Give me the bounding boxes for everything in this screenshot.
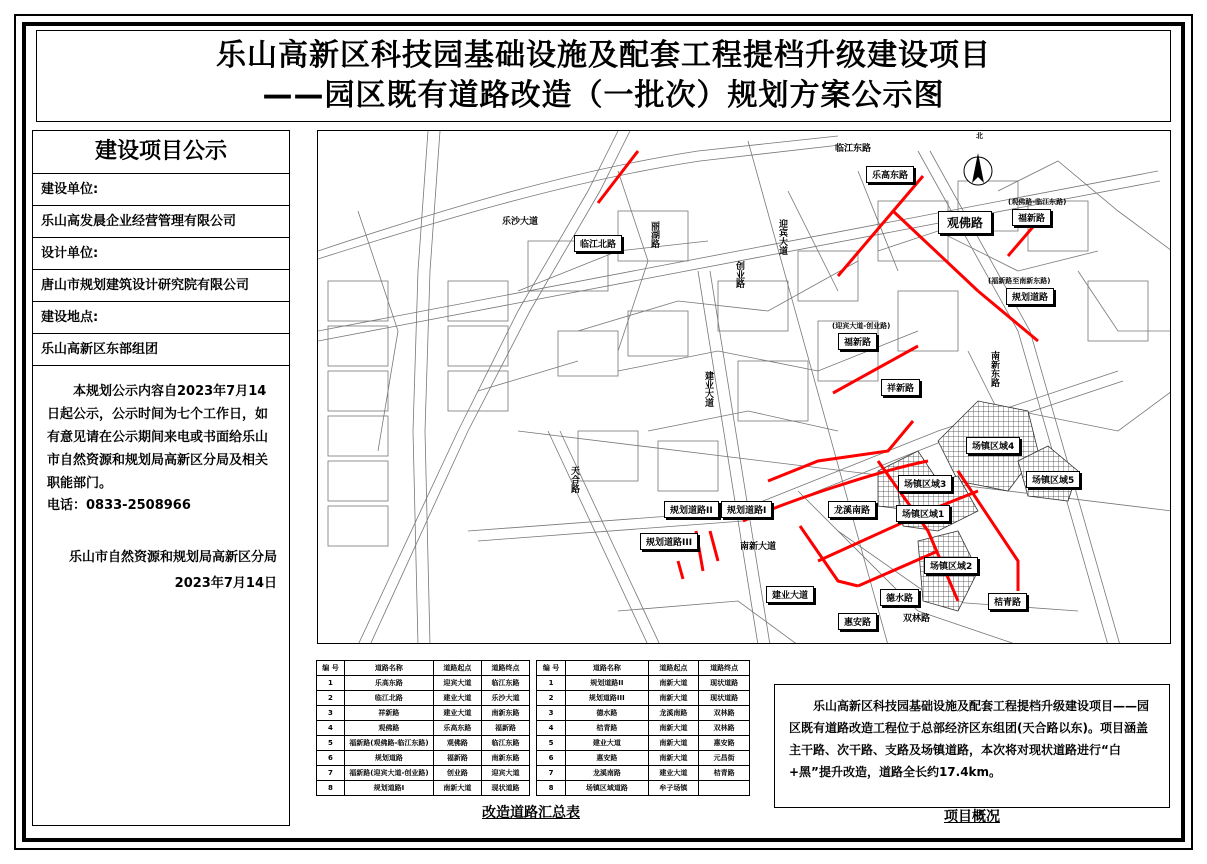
table-row xyxy=(537,781,750,796)
notice-org: 乐山市自然资源和规划局高新区分局 xyxy=(68,550,277,565)
site-value: 乐山高新区东部组团 xyxy=(33,334,289,366)
road-jxdd: 建业大道 xyxy=(703,371,713,407)
label-lgdl: 乐高东路 xyxy=(866,166,914,183)
table-cell: 临江北路 xyxy=(344,691,433,706)
designer-label: 设计单位: xyxy=(33,238,289,270)
table-cell: 5 xyxy=(317,736,345,751)
label-ljbl: 临江北路 xyxy=(574,235,622,252)
label-ghdl3: 规划道路III xyxy=(640,533,698,550)
table-row xyxy=(317,706,530,721)
table-cell: 建业大道 xyxy=(648,766,699,781)
road-slj: 双林路 xyxy=(903,614,931,624)
table-row xyxy=(537,766,750,781)
map-drawing xyxy=(318,131,1171,644)
table-cell: 建业大道 xyxy=(433,706,481,721)
table-cell: 桔青路 xyxy=(566,721,648,736)
table-row xyxy=(537,676,750,691)
table-row xyxy=(317,766,530,781)
table-cell: 迎宾大道 xyxy=(481,766,529,781)
road-table-right xyxy=(536,660,750,796)
label-haol: 惠安路 xyxy=(838,613,877,630)
table-cell: 乐高东路 xyxy=(433,721,481,736)
table-cell: 3 xyxy=(317,706,345,721)
col-name: 道路名称 xyxy=(344,661,433,676)
table-cell: 福新路(观佛路-临江东路) xyxy=(344,736,433,751)
table-cell: 1 xyxy=(537,676,566,691)
road-thl: 天合路 xyxy=(569,466,579,493)
road-ljdl: 临江东路 xyxy=(835,144,872,154)
note-ghdl: (福新路至南新东路) xyxy=(988,277,1051,285)
label-czq4: 场镇区域4 xyxy=(966,437,1020,454)
plan-map xyxy=(317,130,1171,644)
col-no: 编 号 xyxy=(317,661,345,676)
col-name: 道路名称 xyxy=(566,661,648,676)
base-road-network xyxy=(318,131,1171,644)
table-cell: 2 xyxy=(317,691,345,706)
table-cell: 现状道路 xyxy=(699,691,750,706)
road-lsdd: 乐沙大道 xyxy=(502,217,539,227)
table-cell: 南新大道 xyxy=(648,736,699,751)
road-table-left xyxy=(316,660,530,796)
builder-label: 建设单位: xyxy=(33,174,289,206)
table-cell: 福新路(迎宾大道-创业路) xyxy=(344,766,433,781)
road-nxdl: 南新东路 xyxy=(989,351,999,387)
col-end: 道路终点 xyxy=(699,661,750,676)
label-ghdl2: 规划道路II xyxy=(664,501,719,518)
table-cell: 规划道路III xyxy=(566,691,648,706)
label-czq1: 场镇区域1 xyxy=(896,505,950,522)
table-cell: 7 xyxy=(537,766,566,781)
table-cell: 现状道路 xyxy=(699,676,750,691)
table-cell: 2 xyxy=(537,691,566,706)
table-cell: 双林路 xyxy=(699,721,750,736)
table-row xyxy=(537,751,750,766)
label-lxnl: 龙溪南路 xyxy=(828,501,876,518)
label-ghdl1: 规划道路I xyxy=(721,501,772,518)
table-row xyxy=(537,706,750,721)
table-cell: 南新大道 xyxy=(648,676,699,691)
road-lmdl: 丽湖路 xyxy=(649,221,659,248)
table-cell: 8 xyxy=(537,781,566,796)
table-row xyxy=(537,736,750,751)
table-cell: 南新东路 xyxy=(481,706,529,721)
notice-heading: 建设项目公示 xyxy=(33,131,289,174)
table-cell: 南新大道 xyxy=(648,751,699,766)
label-ghdl: 规划道路 xyxy=(1006,288,1054,305)
table-cell: 南新大道 xyxy=(648,691,699,706)
table-cell: 4 xyxy=(537,721,566,736)
label-czq3: 场镇区域3 xyxy=(898,475,952,492)
label-xxl: 祥新路 xyxy=(881,379,920,396)
table-cell: 8 xyxy=(317,781,345,796)
road-nxdd: 南新大道 xyxy=(740,542,777,552)
notice-date: 2023年7月14日 xyxy=(174,576,277,591)
table-row xyxy=(537,691,750,706)
notice-panel xyxy=(32,130,290,826)
table-row xyxy=(537,721,750,736)
table-cell: 元昌街 xyxy=(699,751,750,766)
table-cell: 桔青路 xyxy=(699,766,750,781)
label-fxl1: 福新路 xyxy=(1012,209,1051,226)
table-caption: 改造道路汇总表 xyxy=(482,805,580,821)
table-cell: 创业路 xyxy=(433,766,481,781)
table-cell: 3 xyxy=(537,706,566,721)
north-label: 北 xyxy=(976,132,983,140)
table-row xyxy=(317,781,530,796)
table-cell: 福新路 xyxy=(433,751,481,766)
overview-caption: 项目概况 xyxy=(944,809,1000,825)
col-no: 编 号 xyxy=(537,661,566,676)
table-row xyxy=(317,721,530,736)
label-jydd: 建业大道 xyxy=(766,586,814,603)
table-cell: 祥新路 xyxy=(344,706,433,721)
table-cell: 乐高东路 xyxy=(344,676,433,691)
table-cell: 南新东路 xyxy=(481,751,529,766)
table-cell: 建业大道 xyxy=(566,736,648,751)
table-cell: 观佛路 xyxy=(433,736,481,751)
table-cell: 规划道路 xyxy=(344,751,433,766)
table-cell: 福新路 xyxy=(481,721,529,736)
table-cell: 乐沙大道 xyxy=(481,691,529,706)
col-end: 道路终点 xyxy=(481,661,529,676)
label-czq5: 场镇区域5 xyxy=(1026,471,1080,488)
compass xyxy=(964,153,992,185)
table-cell: 临江东路 xyxy=(481,676,529,691)
designer-value: 唐山市规划建筑设计研究院有限公司 xyxy=(33,270,289,302)
table-row xyxy=(317,751,530,766)
project-overview: 乐山高新区科技园基础设施及配套工程提档升级建设项目——园区既有道路改造工程位于总部经济区东组团(天合路以东)。项目涵盖主干路、次干路、支路及场镇道路，本次将对现状道路进行“白+黑”提升改造，道路全长约17.4km。 xyxy=(774,684,1170,808)
table-header-row xyxy=(537,661,750,676)
table-cell: 南新大道 xyxy=(648,721,699,736)
table-cell: 7 xyxy=(317,766,345,781)
table-cell: 6 xyxy=(537,751,566,766)
notice-body: 本规划公示内容自2023年7月14日起公示，公示时间为七个工作日，如有意见请在公示期间来电或书面给乐山市自然资源和规划局高新区分局及相关职能部门。 xyxy=(47,384,269,491)
table-cell: 临江东路 xyxy=(481,736,529,751)
label-czq2: 场镇区域2 xyxy=(924,557,978,574)
table-cell: 南新大道 xyxy=(433,781,481,796)
label-gfl: 观佛路 xyxy=(938,211,992,234)
table-cell: 德水路 xyxy=(566,706,648,721)
table-row xyxy=(317,676,530,691)
table-cell: 4 xyxy=(317,721,345,736)
col-start: 道路起点 xyxy=(648,661,699,676)
table-row xyxy=(317,691,530,706)
notice-phone: 电话：0833-2508966 xyxy=(47,498,191,513)
site-label: 建设地点: xyxy=(33,302,289,334)
table-cell xyxy=(699,781,750,796)
label-dsl: 德水路 xyxy=(880,589,919,606)
table-cell: 建业大道 xyxy=(433,691,481,706)
table-cell: 1 xyxy=(317,676,345,691)
table-header-row xyxy=(317,661,530,676)
table-cell: 规划道路II xyxy=(566,676,648,691)
label-fxl2: 福新路 xyxy=(838,333,877,350)
road-ybdd: 迎宾大道 xyxy=(777,219,787,255)
title-line-2: ——园区既有道路改造（一批次）规划方案公示图 xyxy=(262,78,945,113)
table-cell: 龙溪南路 xyxy=(566,766,648,781)
road-cyl: 创业路 xyxy=(734,261,744,288)
note-fxl2: (迎宾大道-创业路) xyxy=(832,322,891,330)
table-cell: 龙溪南路 xyxy=(648,706,699,721)
col-start: 道路起点 xyxy=(433,661,481,676)
table-cell: 惠安路 xyxy=(699,736,750,751)
table-cell: 6 xyxy=(317,751,345,766)
table-cell: 双林路 xyxy=(699,706,750,721)
table-cell: 迎宾大道 xyxy=(433,676,481,691)
title-line-1: 乐山高新区科技园基础设施及配套工程提档升级建设项目 xyxy=(216,38,991,73)
table-cell: 牟子场镇 xyxy=(648,781,699,796)
table-row xyxy=(317,736,530,751)
note-fxl1: (观佛路-临江东路) xyxy=(1008,198,1067,206)
table-cell: 惠安路 xyxy=(566,751,648,766)
label-jql: 桔青路 xyxy=(988,593,1027,610)
table-cell: 规划道路I xyxy=(344,781,433,796)
title-block xyxy=(36,30,1171,122)
table-cell: 5 xyxy=(537,736,566,751)
builder-value: 乐山高发晨企业经营管理有限公司 xyxy=(33,206,289,238)
table-cell: 观佛路 xyxy=(344,721,433,736)
table-cell: 场镇区域道路 xyxy=(566,781,648,796)
table-cell: 现状道路 xyxy=(481,781,529,796)
